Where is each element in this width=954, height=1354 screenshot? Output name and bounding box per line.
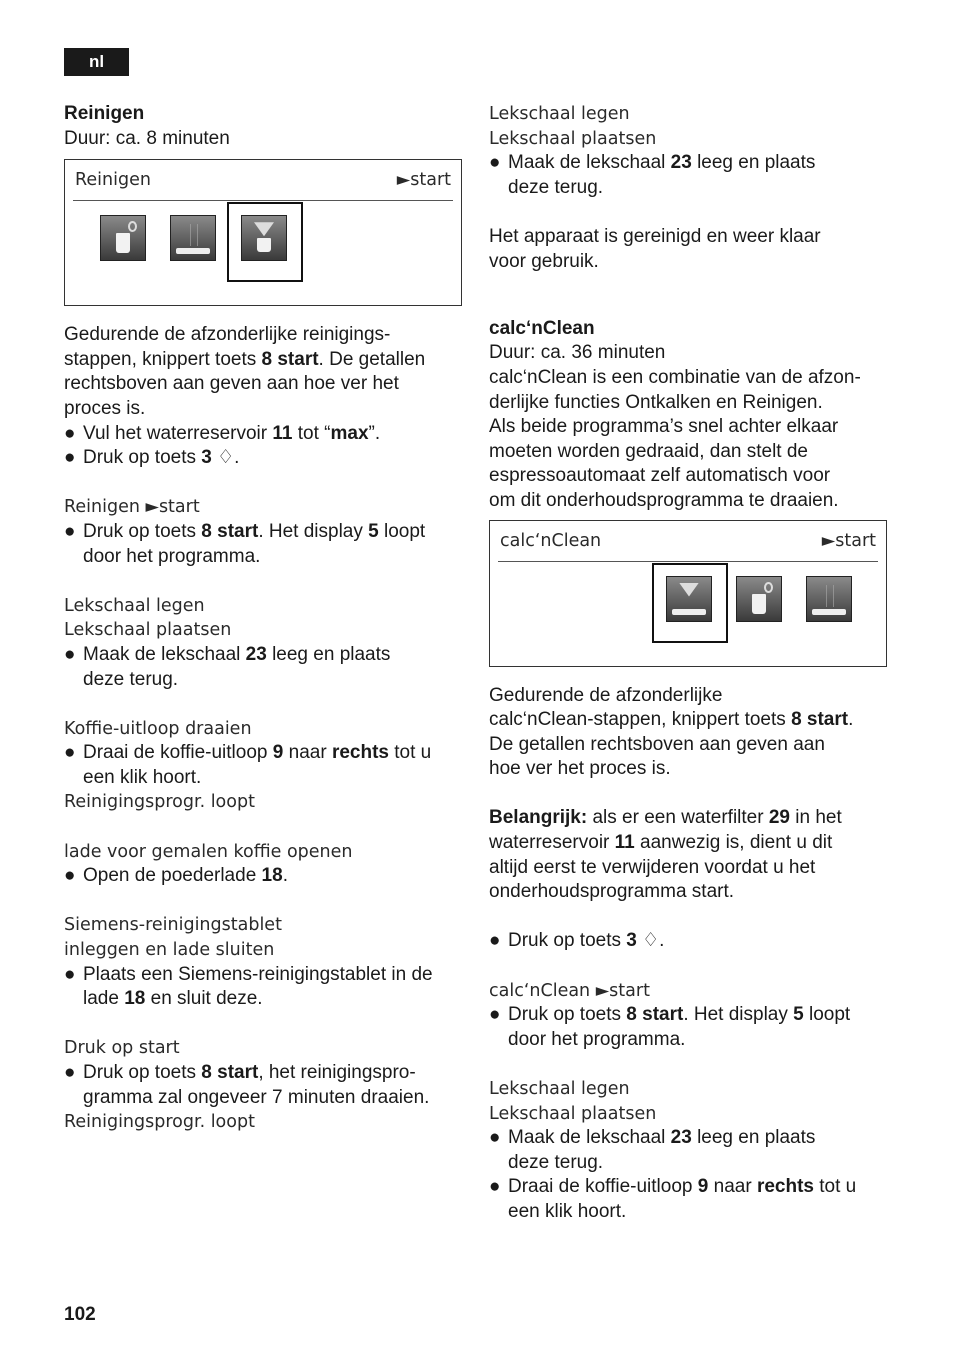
list-item: ● Draai de koffie-uitloop 9 naar rechts tot u een klik hoort. [64, 742, 432, 788]
duration: Duur: ca. 8 minuten [64, 127, 230, 149]
display-text: Lekschaal legen [489, 1079, 630, 1099]
display-label: calc‘nClean [500, 530, 602, 551]
display-text: Koffie-uitloop draaien [64, 718, 252, 739]
display-text: Lekschaal plaatsen [64, 620, 232, 641]
water-cup-icon [100, 215, 146, 261]
list-item: ● Open de poederlade 18. [64, 865, 288, 887]
display-panel-calcnclean [489, 520, 887, 667]
water-cup-icon [736, 576, 782, 622]
duration: Duur: ca. 36 minuten [489, 342, 666, 364]
tablet-cup-icon [666, 576, 712, 622]
section-title: Reinigen [64, 103, 145, 124]
display-text: inleggen en lade sluiten [64, 940, 275, 961]
important-note: Belangrijk: als er een waterfilter 29 in het waterreservoir 11 aanwezig is, dient u dit altijd eerst te verwijderen voordat u het onderhoudsprogramma start. [489, 807, 842, 903]
list-item: ● Draai de koffie-uitloop 9 naar rechts tot u een klik hoort. [489, 1176, 857, 1222]
during-text: Gedurende de afzonderlijke calc‘nClean-stappen, knippert toets 8 start. De getallen rechtsboven aan geven aan hoe ver het proces is. [489, 684, 854, 780]
list-item: ● Druk op toets 3 ♢. [489, 930, 665, 952]
display-text: Lekschaal plaatsen [489, 1103, 657, 1124]
display-text: Reinigingsprogr. loopt [64, 1112, 255, 1133]
list-item: ● Maak de lekschaal 23 leeg en plaats deze terug. [489, 1127, 816, 1173]
display-text: Druk op start [64, 1038, 180, 1059]
list-item: ● Vul het waterreservoir 11 tot “max”. [64, 422, 381, 444]
display-text: Lekschaal plaatsen [489, 128, 657, 149]
done-text: Het apparaat is gereinigd en weer klaar voor gebruik. [489, 225, 821, 272]
display-text: Lekschaal legen [64, 595, 205, 616]
display-label: Reinigen [75, 170, 151, 191]
tablet-cup-icon [241, 215, 287, 261]
drip-tray-icon [170, 215, 216, 261]
drip-tray-icon [806, 576, 852, 622]
display-text: Reinigen ►start [64, 497, 200, 518]
display-panel-reinigen [64, 159, 462, 306]
list-item: ● Druk op toets 8 start. Het display 5 loopt door het programma. [489, 1004, 851, 1050]
list-item: ● Plaats een Siemens-reinigingstablet in de lade 18 en sluit deze. [64, 963, 433, 1010]
intro-text: calc‘nClean is een combinatie van de afzon- derlijke functies Ontkalken en Reinigen. Als beide programma’s snel achter elkaar moeten worden gedraaid, dan stelt de espressoautomaat zelf automatisch voor om dit onderhoudsprogramma te draaien. [489, 366, 861, 511]
left-column [64, 102, 464, 1135]
display-text: Siemens-reinigingstablet [64, 915, 282, 936]
display-text: Reinigingsprogr. loopt [64, 792, 255, 813]
display-start: ►start [821, 530, 876, 551]
display-text: lade voor gemalen koffie openen [64, 841, 353, 862]
list-item: ● Druk op toets 8 start. Het display 5 loopt door het programma. [64, 520, 426, 567]
display-start: ►start [396, 170, 451, 191]
language-tab: nl [64, 48, 129, 76]
section-title: calc‘nClean [489, 317, 595, 339]
list-item: ● Druk op toets 3 ♢. [64, 447, 240, 469]
list-item: ● Maak de lekschaal 23 leeg en plaats deze terug. [489, 152, 816, 198]
display-text: Lekschaal legen [489, 104, 630, 124]
right-column [489, 102, 889, 1225]
intro-text: Gedurende de afzonderlijke reinigings- stappen, knippert toets 8 start. De getallen rechtsboven aan geven aan hoe ver het proces is. [64, 324, 426, 419]
list-item: ● Druk op toets 8 start, het reinigingspro- gramma zal ongeveer 7 minuten draaien. [64, 1062, 430, 1108]
list-item: ● Maak de lekschaal 23 leeg en plaats deze terug. [64, 643, 391, 690]
display-text: calc‘nClean ►start [489, 980, 650, 1001]
page-number: 102 [64, 1304, 96, 1325]
